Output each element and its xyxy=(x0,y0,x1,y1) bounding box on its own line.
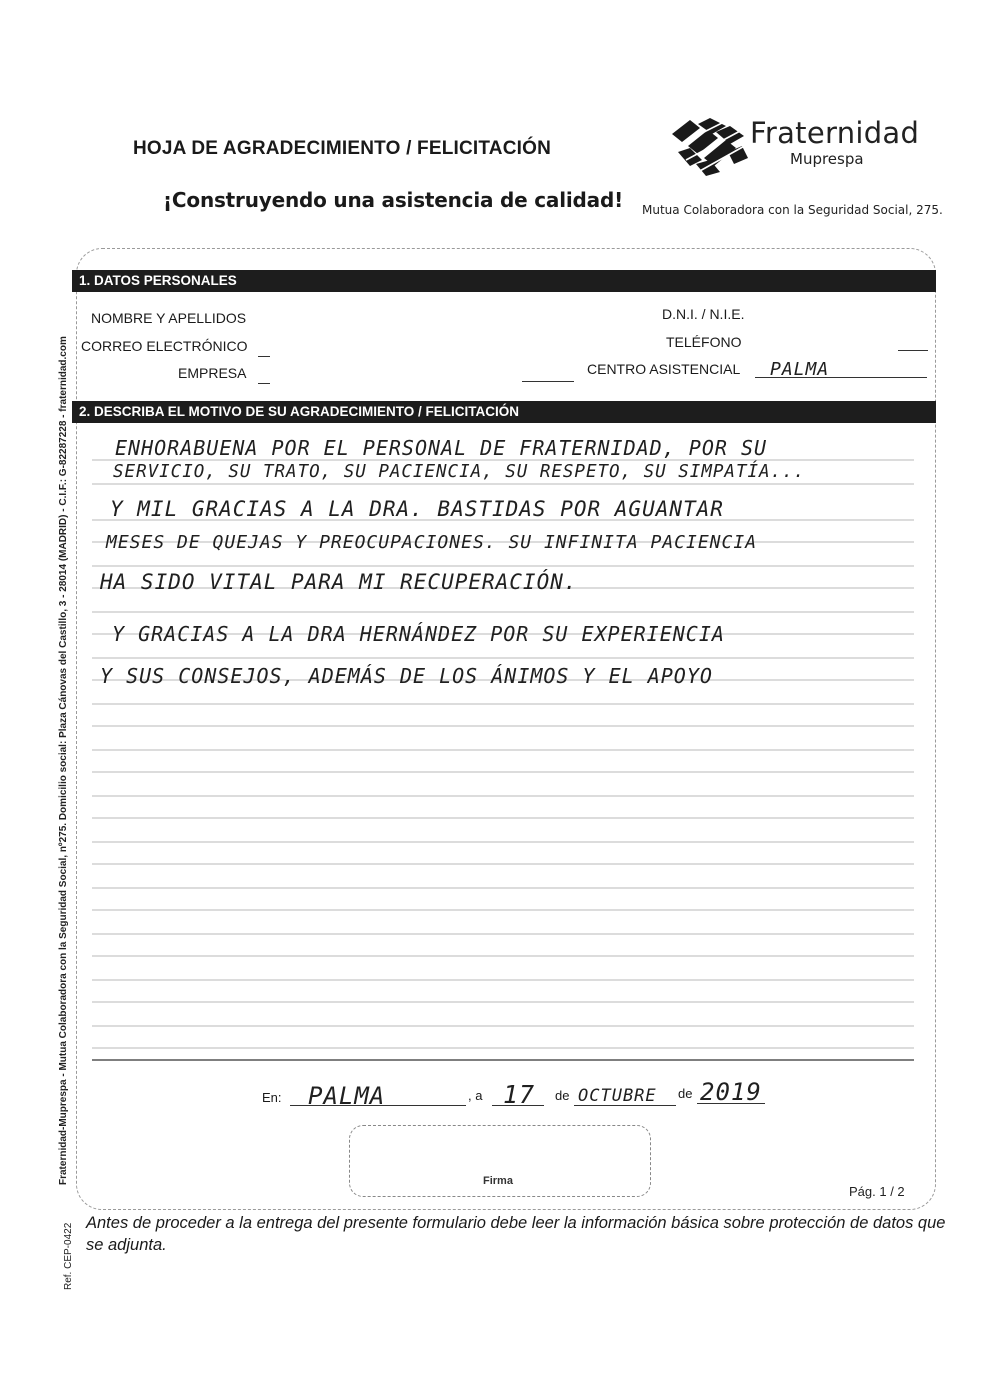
place-field[interactable]: PALMA xyxy=(308,1082,386,1110)
form-subtitle: ¡Construyendo una asistencia de calidad! xyxy=(163,188,623,212)
day-field[interactable]: 17 xyxy=(503,1080,536,1109)
reference-code: Ref. CEP-0422 xyxy=(63,1222,74,1290)
centro-field[interactable]: PALMA xyxy=(770,359,830,380)
form-title: HOJA DE AGRADECIMIENTO / FELICITACIÓN xyxy=(133,138,552,159)
mutua-text: Mutua Colaboradora con la Seguridad Social, 275. xyxy=(642,203,943,217)
a-label: , a xyxy=(468,1088,483,1103)
correo-field[interactable] xyxy=(258,356,270,357)
message-line-3: Y MIL GRACIAS A LA DRA. BASTIDAS POR AGUANTAR xyxy=(110,497,724,521)
telefono-label: TELÉFONO xyxy=(666,334,742,350)
message-line-4: MESES DE QUEJAS Y PREOCUPACIONES. SU INFINITA PACIENCIA xyxy=(106,532,758,553)
section2-header: 2. DESCRIBA EL MOTIVO DE SU AGRADECIMIENTO / FELICITACIÓN xyxy=(72,401,936,423)
empresa-field[interactable] xyxy=(258,383,270,384)
month-field[interactable]: OCTUBRE xyxy=(578,1086,657,1106)
section1-header: 1. DATOS PERSONALES xyxy=(72,270,936,292)
correo-label: CORREO ELECTRÓNICO xyxy=(81,338,248,354)
writing-lines xyxy=(92,430,914,1070)
dni-label: D.N.I. / N.I.E. xyxy=(662,306,745,322)
message-line-5: HA SIDO VITAL PARA MI RECUPERACIÓN. xyxy=(100,570,578,594)
data-protection-notice: Antes de proceder a la entrega del presente formulario debe leer la información básica sobre protección de datos que se adjunta. xyxy=(86,1214,946,1254)
message-line-1: ENHORABUENA POR EL PERSONAL DE FRATERNIDAD, POR SU xyxy=(115,436,768,460)
en-label: En: xyxy=(262,1090,282,1105)
message-line-2: SERVICIO, SU TRATO, SU PACIENCIA, SU RESPETO, SU SIMPATÍA... xyxy=(113,462,806,482)
empresa-field-end xyxy=(522,381,574,382)
page-number: Pág. 1 / 2 xyxy=(849,1184,905,1199)
centro-label: CENTRO ASISTENCIAL xyxy=(587,361,741,377)
year-field[interactable]: 2019 xyxy=(700,1078,762,1106)
nombre-label: NOMBRE Y APELLIDOS xyxy=(91,310,247,326)
logo-subname: Muprespa xyxy=(790,150,864,168)
logo-name: Fraternidad xyxy=(750,116,920,150)
message-line-7: Y SUS CONSEJOS, ADEMÁS DE LOS ÁNIMOS Y EL APOYO xyxy=(100,664,713,688)
side-legal-info: Fraternidad-Muprespa - Mutua Colaboradora con la Seguridad Social, nº275. Domicilio social: Plaza Cánovas del Castillo, 3 - 28014 (MADRID) - C.I.F.: G-82287228 - fraternidad.com xyxy=(58,336,69,1185)
empresa-label: EMPRESA xyxy=(178,365,247,381)
firma-label: Firma xyxy=(483,1175,513,1187)
de-label-1: de xyxy=(555,1088,570,1103)
message-line-6: Y GRACIAS A LA DRA HERNÁNDEZ POR SU EXPERIENCIA xyxy=(112,622,725,646)
de-label-2: de xyxy=(678,1086,693,1101)
telefono-field[interactable] xyxy=(898,350,928,351)
